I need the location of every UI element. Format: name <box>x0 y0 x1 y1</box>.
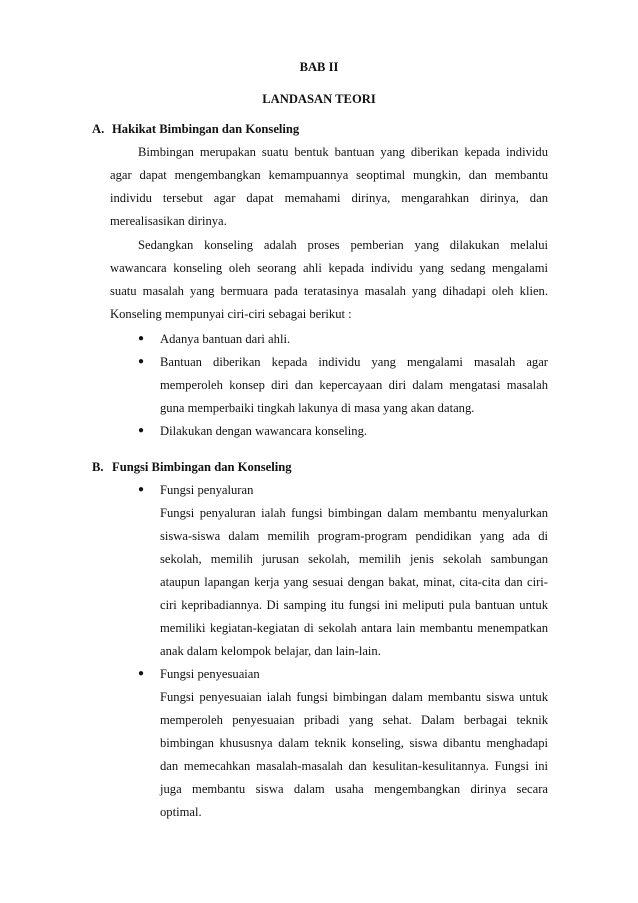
section-b-heading <box>92 460 292 475</box>
section-b-number: B. <box>92 460 104 474</box>
paragraph-line: optimal. <box>160 805 202 819</box>
list-item-label: Fungsi penyaluran <box>160 483 254 497</box>
paragraph-line: suatu masalah yang bermuara pada teratasinya masalah yang dihadapi oleh klien. <box>110 284 548 298</box>
paragraph-line: dan memecahkan masalah-masalah dan kesulitan-kesulitannya. Fungsi ini <box>160 759 548 773</box>
bullet-dot-icon: ● <box>138 668 145 679</box>
paragraph-line: bimbingan khususnya dalam teknik konseling, siswa dibantu menghadapi <box>160 736 548 750</box>
list-item: Bantuan diberikan kepada individu yang mengalami masalah agar <box>160 355 548 369</box>
list-item: Adanya bantuan dari ahli. <box>160 332 291 346</box>
bullet-dot-icon: ● <box>138 425 145 436</box>
bullet-dot-icon: ● <box>138 356 145 367</box>
list-item: Dilakukan dengan wawancara konseling. <box>160 424 368 438</box>
paragraph-line: memiliki kegiatan-kegiatan di sekolah antara lain membantu menempatkan <box>160 621 548 635</box>
paragraph-line: wawancara konseling oleh seorang ahli kepada individu yang sedang mengalami <box>110 261 548 275</box>
bullet-dot-icon: ● <box>138 484 145 495</box>
paragraph-line: ciri kepribadiannya. Di samping itu fungsi ini meliputi pula bantuan untuk <box>160 598 548 612</box>
paragraph-line: anak dalam kelompok belajar, dan lain-lain. <box>160 644 381 658</box>
paragraph-line: memperoleh penyesuaian pribadi yang sehat. Dalam berbagai teknik <box>160 713 548 727</box>
paragraph-line: Fungsi penyaluran ialah fungsi bimbingan dalam membantu menyalurkan <box>160 506 548 520</box>
section-a-title: Hakikat Bimbingan dan Konseling <box>112 122 300 136</box>
list-item-label: Fungsi penyesuaian <box>160 667 260 681</box>
paragraph-line: individu tersebut agar dapat memahami dirinya, mengarahkan dirinya, dan <box>110 191 548 205</box>
paragraph-line: Fungsi penyesuaian ialah fungsi bimbingan dalam membantu siswa untuk <box>160 690 548 704</box>
chapter-title: LANDASAN TEORI <box>262 92 376 106</box>
paragraph-line: siswa-siswa dalam memilih program-program pendidikan yang ada di <box>160 529 548 543</box>
section-a-heading <box>92 122 299 137</box>
bullet-dot-icon: ● <box>138 333 145 344</box>
section-b-title: Fungsi Bimbingan dan Konseling <box>112 460 292 474</box>
list-item-continuation: memperoleh konsep diri dan kepercayaan diri dalam mengatasi masalah <box>160 378 548 392</box>
paragraph-line: Bimbingan merupakan suatu bentuk bantuan yang diberikan kepada individu <box>138 145 548 159</box>
list-item-continuation: guna memperbaiki tingkah lakunya di masa yang akan datang. <box>160 401 475 415</box>
paragraph-line: sekolah, memilih jurusan sekolah, memilih jenis sekolah sambungan <box>160 552 548 566</box>
paragraph-line: juga membantu siswa dalam usaha mengembangkan dirinya secara <box>160 782 548 796</box>
paragraph-line: merealisasikan dirinya. <box>110 214 227 228</box>
paragraph-line: Konseling mempunyai ciri-ciri sebagai berikut : <box>110 307 352 321</box>
paragraph-line: Sedangkan konseling adalah proses pemberian yang dilakukan melalui <box>138 238 548 252</box>
paragraph-line: ataupun lapangan kerja yang sesuai dengan bakat, minat, cita-cita dan ciri- <box>160 575 548 589</box>
paragraph-line: agar dapat mengembangkan kemampuannya seoptimal mungkin, dan membantu <box>110 168 548 182</box>
chapter-number: BAB II <box>299 60 339 74</box>
section-a-number: A. <box>92 122 105 136</box>
